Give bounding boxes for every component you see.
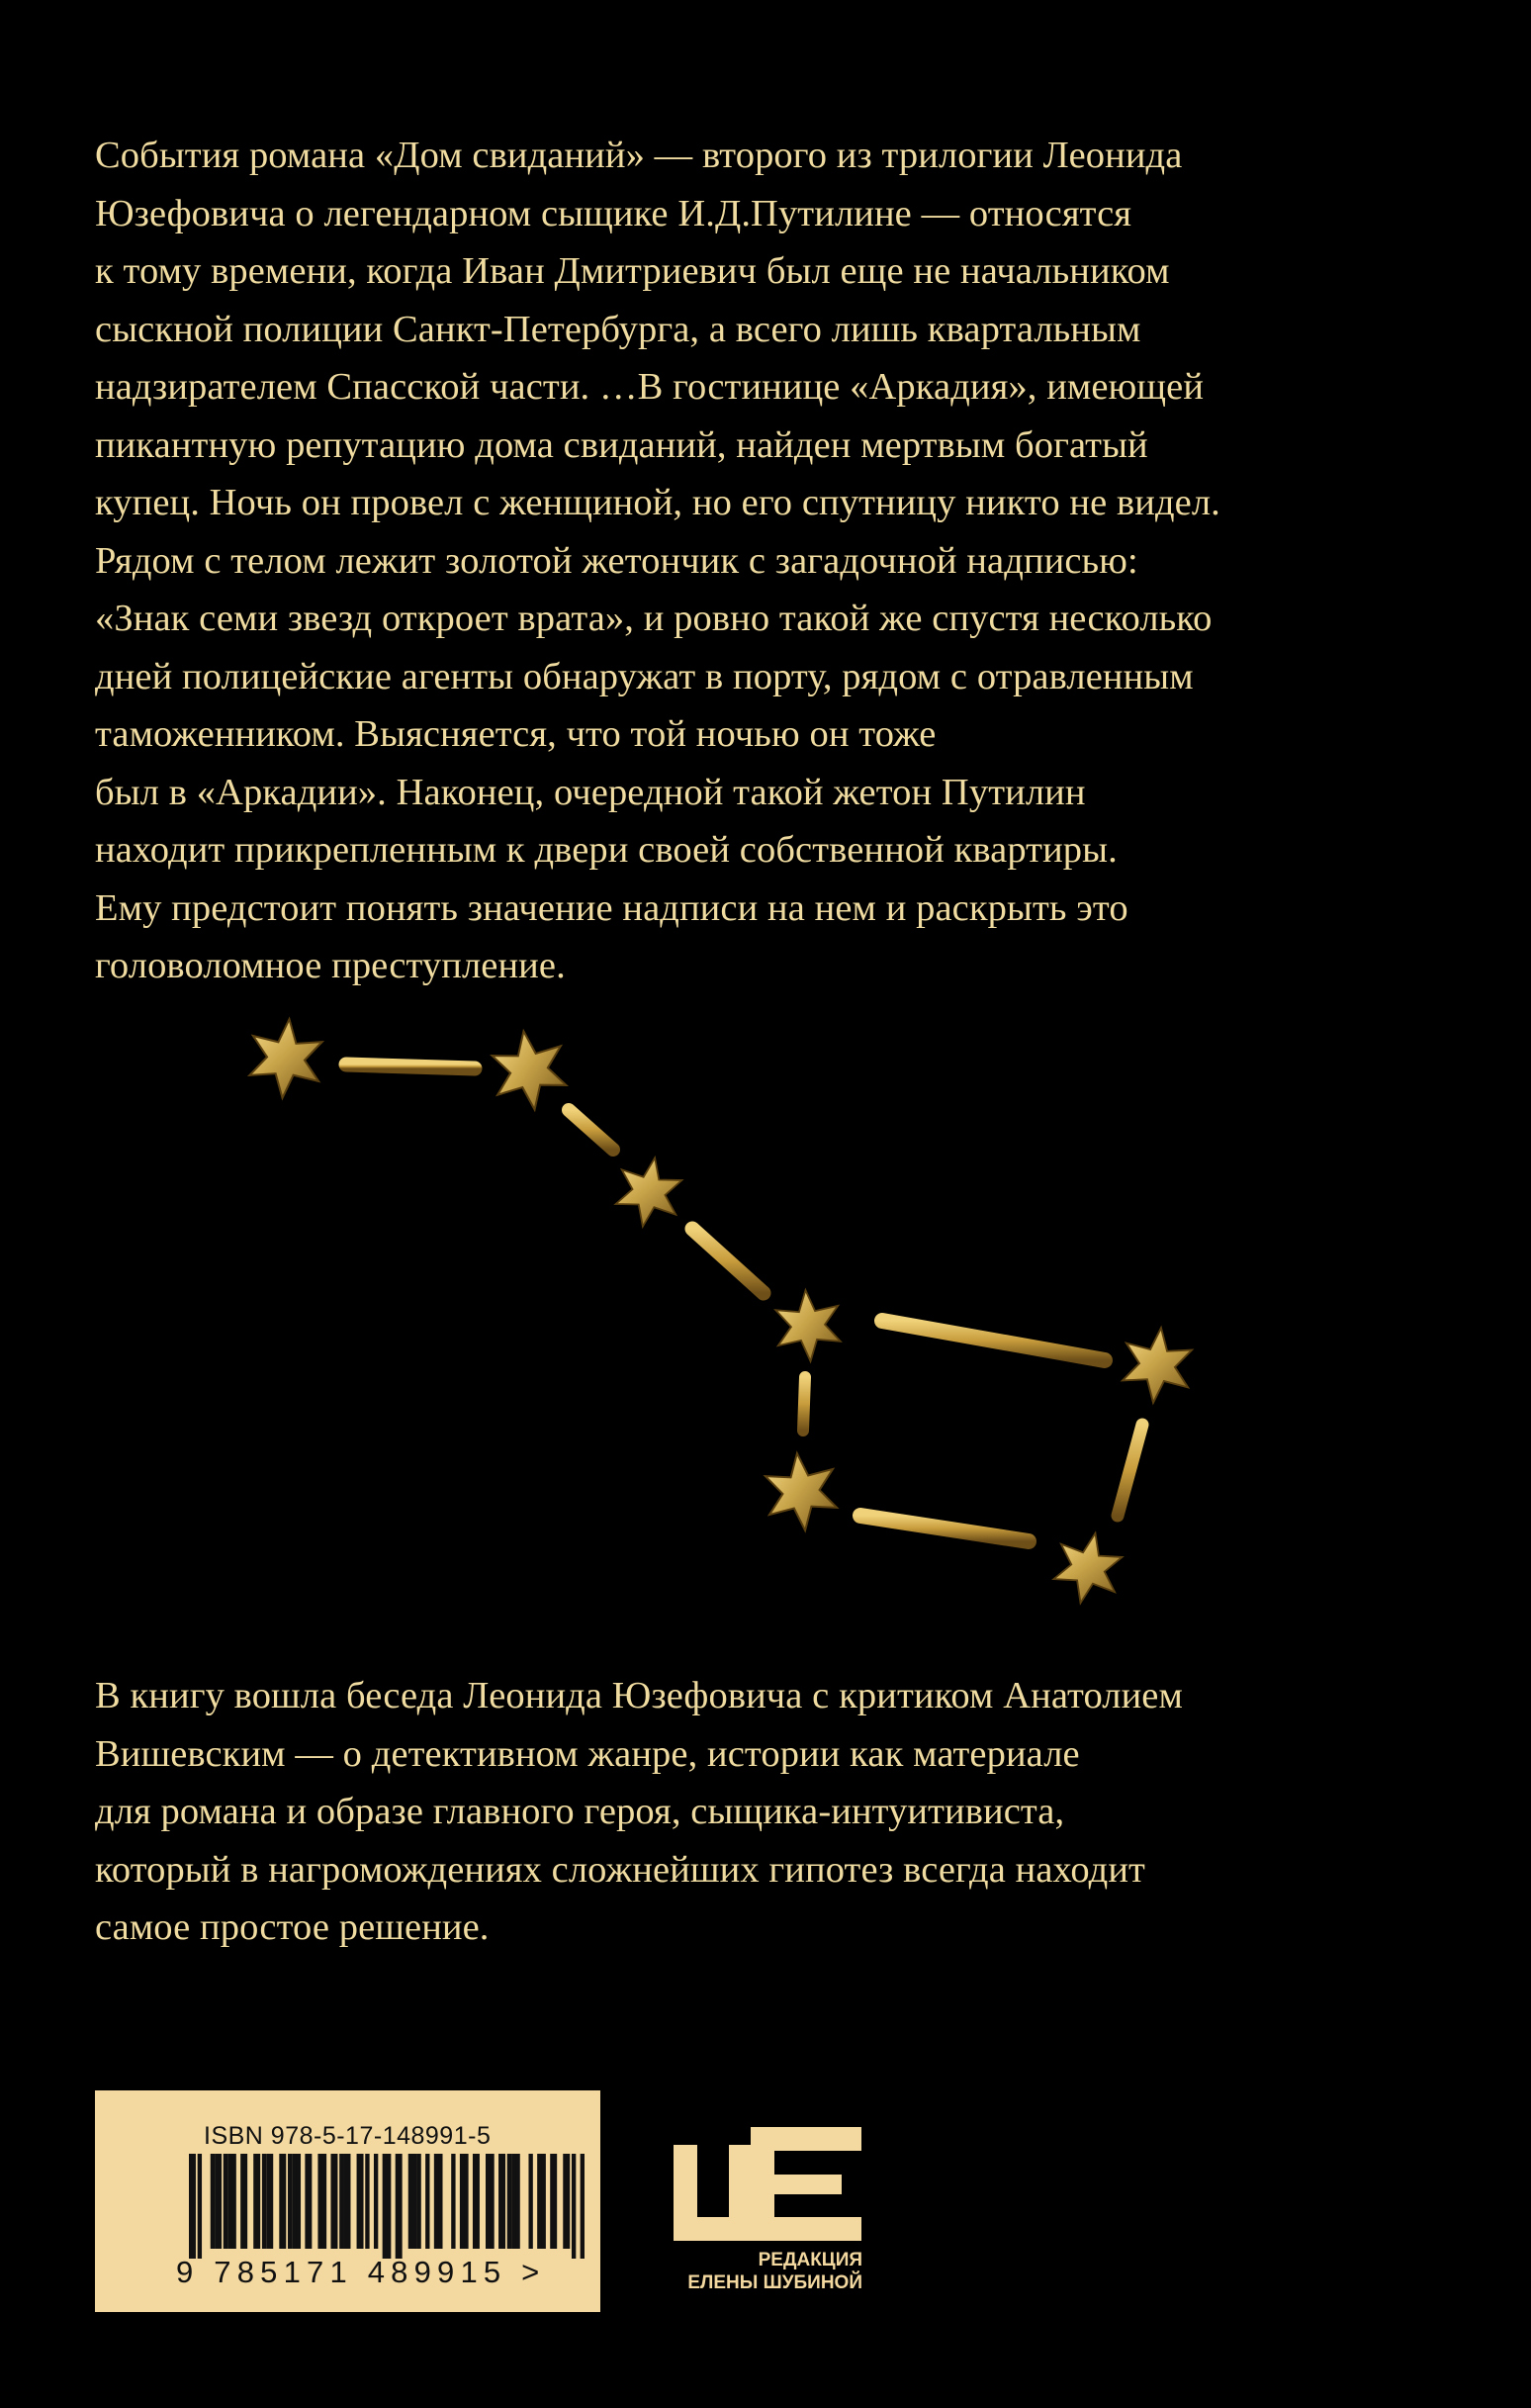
description-line: Рядом с телом лежит золотой жетончик с загадочной надписью: [95,539,1138,582]
interview-note-line: который в нагромождениях сложнейших гипотез всегда находит [95,1848,1145,1891]
barcode-bar [305,2154,312,2249]
constellation-star [613,1153,685,1232]
description-line: был в «Аркадии». Наконец, очередной такой жетон Путилин [95,771,1086,813]
barcode-bar [412,2154,416,2249]
barcode-bar [563,2154,570,2249]
barcode-bar [262,2154,266,2249]
barcode-bar [490,2154,494,2249]
barcode-bar [451,2154,455,2249]
description-line: к тому времени, когда Иван Дмитриевич был еще не начальником [95,250,1170,292]
interview-note-line: для романа и образе главного героя, сыщика-интуитивиста, [95,1791,1065,1832]
barcode-panel [95,2090,600,2312]
barcode-bar [339,2154,343,2249]
constellation-connector [346,1065,1142,1541]
interview-note [95,1667,1183,1957]
barcode-bar [198,2154,202,2259]
barcode-bar [425,2154,429,2249]
barcode-bar [498,2154,505,2249]
barcode-digits: 9 785171 489915 > [176,2255,546,2289]
publisher-name-line: РЕДАКЦИЯ [758,2250,862,2270]
barcode-bar [288,2154,292,2249]
constellation-star [1121,1325,1194,1407]
isbn-label: ISBN 978-5-17-148991-5 [204,2122,492,2150]
publisher-monogram-icon [674,2127,861,2241]
barcode-bar [416,2154,420,2249]
barcode-bar [473,2154,480,2249]
description-line: пикантную репутацию дома свиданий, найден мертвым богатый [95,423,1148,466]
barcode-bar [189,2154,196,2259]
barcode-bar [279,2154,286,2249]
publisher-name-line: ЕЛЕНЫ ШУБИНОЙ [687,2272,862,2293]
barcode-bar [211,2154,215,2249]
barcode-bar [215,2154,222,2249]
barcode-bar [344,2154,351,2249]
barcode-icon [189,2154,585,2259]
barcode-bar [330,2154,337,2249]
description-line: Юзефовича о легендарном сыщике И.Д.Путилине — относятся [95,192,1132,234]
barcode-bar [365,2154,369,2249]
barcode-bar [240,2154,247,2249]
barcode-bar [515,2154,519,2249]
description-line: надзирателем Спасской части. …В гостинице «Аркадия», имеющей [95,366,1205,408]
description-line: События романа «Дом свиданий» — второго из трилогии Леонида [95,135,1183,176]
barcode-bar [231,2154,235,2249]
barcode-bar [357,2154,364,2249]
constellation-star [248,1016,324,1101]
barcode-bar [322,2154,326,2249]
barcode-bar [507,2154,511,2249]
publisher-name [669,2249,862,2294]
book-description [95,127,1220,995]
description-line: сыскной полиции Санкт-Петербурга, а всего лишь квартальным [95,308,1141,350]
constellation-star [490,1027,569,1115]
description-line: купец. Ночь он провел с женщиной, но его спутницу никто не видел. [95,482,1220,523]
barcode-bar [464,2154,468,2249]
description-line: дней полицейские агенты обнаружат в порту, рядом с отравленным [95,655,1194,697]
description-line: «Знак семи звезд откроет врата», и ровно такой же спустя несколько [95,598,1213,639]
barcode-bar [266,2154,273,2249]
barcode-bar [542,2154,546,2249]
barcode-bar [438,2154,442,2249]
publisher-logo [669,2127,866,2295]
barcode-bar [528,2154,532,2249]
barcode-bar [581,2154,585,2259]
description-line: Ему предстоит понять значение надписи на нем и раскрыть это [95,886,1128,929]
constellation-star [764,1449,839,1533]
barcode-bar [374,2154,378,2249]
barcode-bar [224,2154,227,2249]
barcode-bar [387,2154,391,2259]
big-dipper-constellation-icon [227,999,1236,1632]
description-line: головоломное преступление. [95,945,566,986]
barcode-bar [396,2154,403,2259]
interview-note-line: самое простое решение. [95,1906,490,1948]
interview-note-line: Вишевским — о детективном жанре, истории как материале [95,1732,1080,1775]
barcode-bar [253,2154,260,2249]
constellation-star [1050,1527,1126,1610]
description-line: находит прикрепленным к двери своей собственной квартиры. [95,829,1118,871]
description-line: таможенником. Выясняется, что той ночью он тоже [95,713,937,755]
barcode-bar [572,2154,576,2259]
barcode-bar [550,2154,557,2249]
interview-note-line: В книгу вошла беседа Леонида Юзефовича с критиком Анатолием [95,1675,1183,1716]
constellation-star [774,1288,842,1363]
barcode-bar [297,2154,301,2249]
